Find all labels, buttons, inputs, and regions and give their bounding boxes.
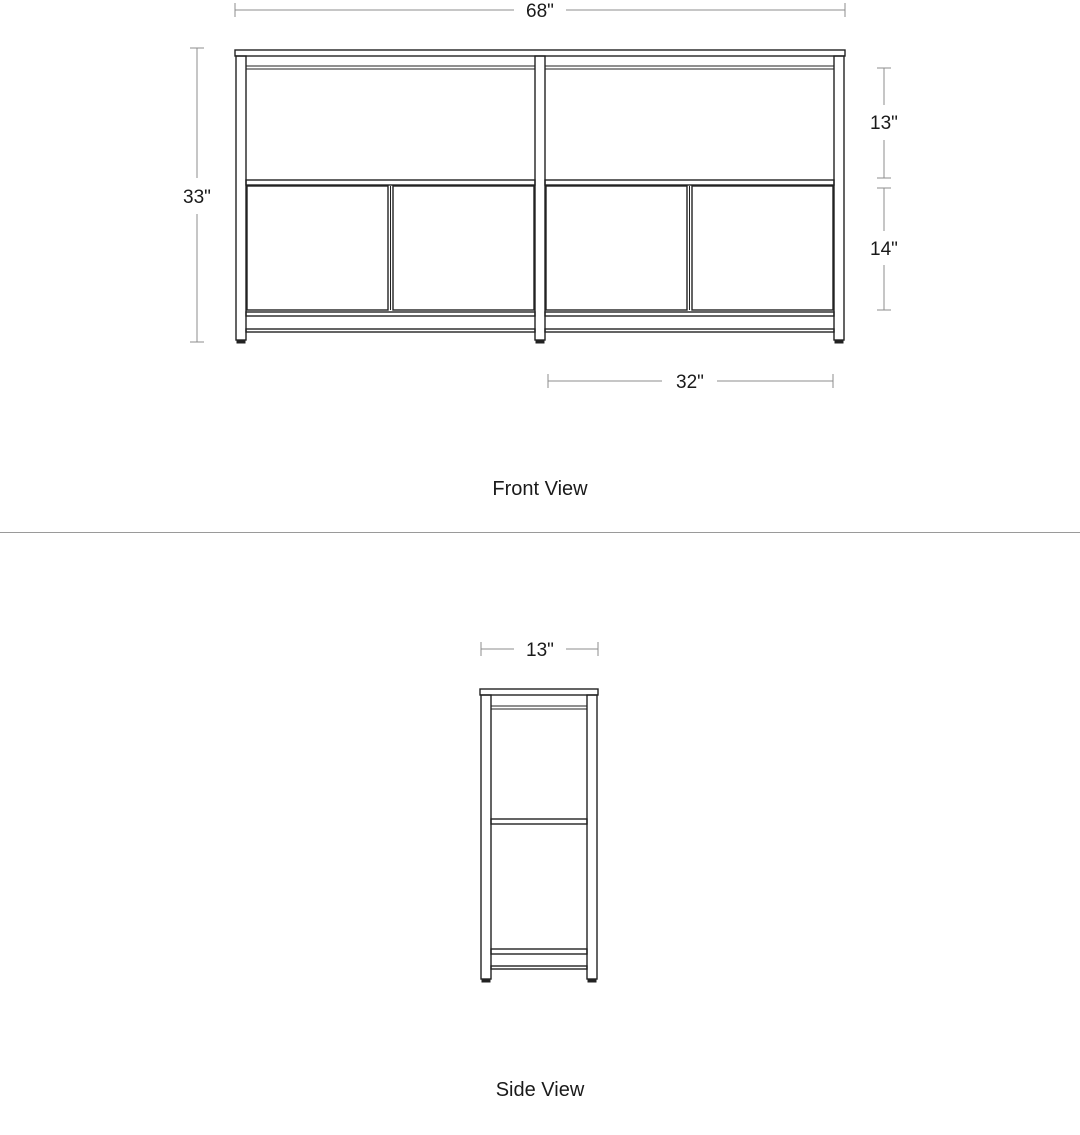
front-view: [183, 1, 898, 500]
dimension-upper-shelf-height: [870, 68, 898, 178]
foot: [835, 340, 843, 343]
foot: [237, 340, 245, 343]
depth-label: 13": [526, 640, 554, 661]
dimension-overall-width: [235, 1, 845, 22]
front-view-caption: Front View: [492, 478, 588, 500]
upper-shelf-height-label: 13": [870, 113, 898, 134]
section-width-label: 32": [676, 372, 704, 393]
side-view-caption: Side View: [495, 1079, 585, 1101]
cabinet-front: [235, 50, 845, 343]
foot: [482, 979, 490, 982]
side-view: [480, 640, 598, 1101]
cabinet-side: [480, 689, 598, 982]
door-4: [692, 186, 833, 310]
dimension-overall-height: [183, 48, 211, 342]
lower-cabinet-height-label: 14": [870, 239, 898, 260]
dimension-lower-cabinet-height: [870, 188, 898, 310]
door-3: [546, 186, 687, 310]
dimension-depth: [481, 640, 598, 661]
door-2: [393, 186, 534, 310]
foot: [588, 979, 596, 982]
dimension-section-width: [548, 372, 833, 393]
foot: [536, 340, 544, 343]
overall-width-label: 68": [526, 1, 554, 22]
overall-height-label: 33": [183, 187, 211, 208]
door-1: [247, 186, 388, 310]
